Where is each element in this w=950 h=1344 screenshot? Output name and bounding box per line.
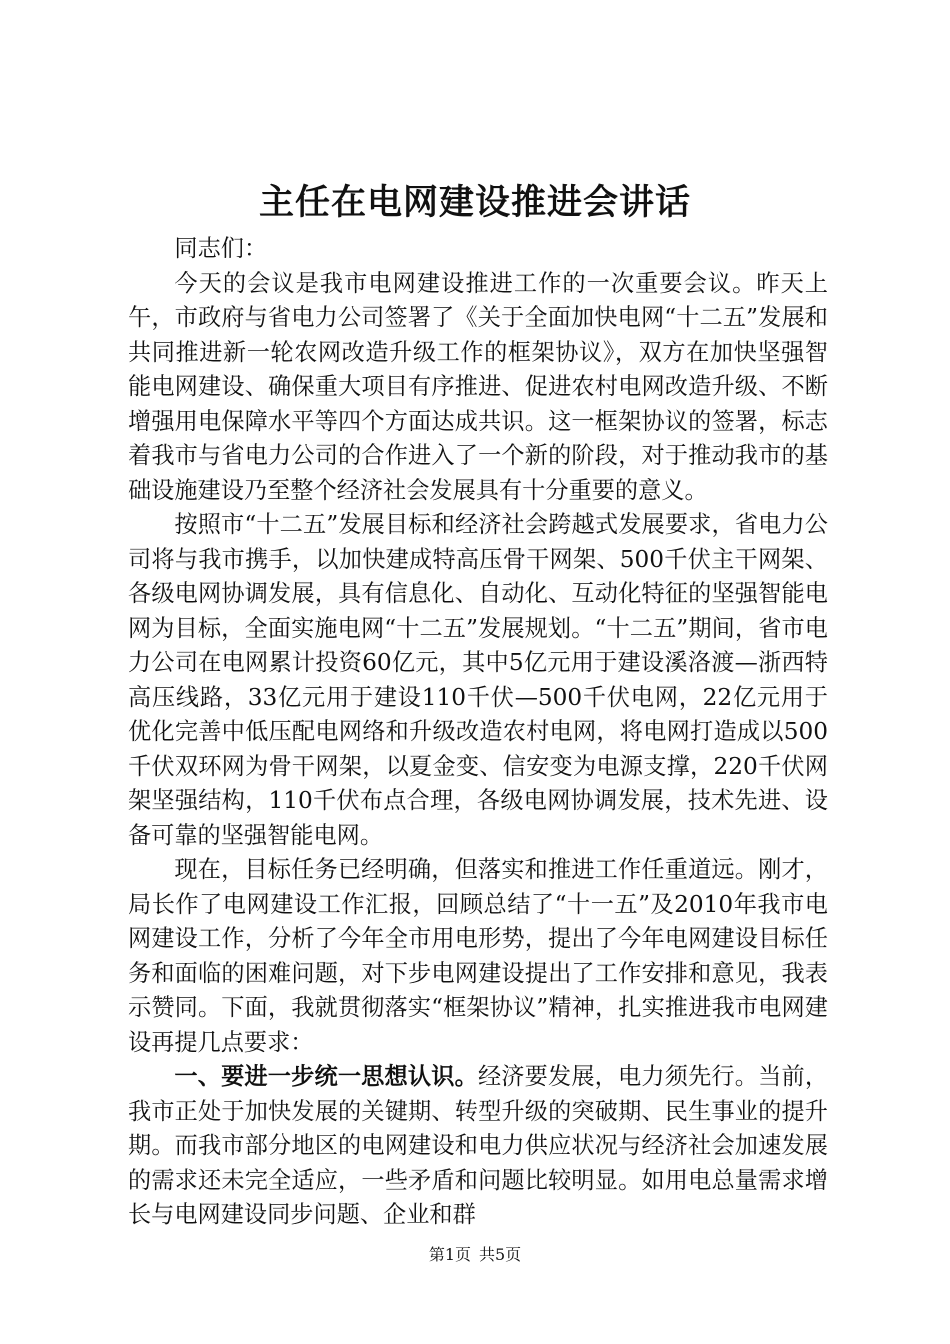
page-total: 共5页 [479,1245,522,1264]
salutation: 同志们： [174,235,268,262]
page-number: 第1页 [428,1245,471,1264]
section-1-paragraph [128,1060,828,1233]
paragraph-2: 按照市“十二五”发展目标和经济社会跨越式发展要求，省电力公司将与我市携手，以加快建成特高压骨干网架、500千伏主干网架、各级电网协调发展，具有信息化、自动化、互动化特征的坚强智能电网为目标，全面实施电网“十二五”发展规划。“十二五”期间，省市电力公司在电网累计投资60亿元，其中5亿元用于建设溪洛渡—浙西特高压线路，33亿元用于建设110千伏—500千伏电网，22亿元用于优化完善中低压配电网络和升级改造农村电网，将电网打造成以500千伏双环网为骨干网架，以夏金变、信安变为电源支撑，220千伏网架坚强结构，110千伏布点合理，各级电网协调发展，技术先进、设备可靠的坚强智能电网。 [128,511,828,849]
page-footer [0,1245,950,1265]
paragraph-1: 今天的会议是我市电网建设推进工作的一次重要会议。昨天上午，市政府与省电力公司签署了《关于全面加快电网“十二五”发展和共同推进新一轮农网改造升级工作的框架协议》，双方在加快坚强智能电网建设、确保重大项目有序推进、促进农村电网改造升级、不断增强用电保障水平等四个方面达成共识。这一框架协议的签署，标志着我市与省电力公司的合作进入了一个新的阶段，对于推动我市的基础设施建设乃至整个经济社会发展具有十分重要的意义。 [128,269,828,504]
section-1-heading: 一、要进一步统一思想认识。 [174,1063,478,1090]
document-title: 主任在电网建设推进会讲话 [258,182,691,223]
section-1-text: 经济要发展，电力须先行。当前，我市正处于加快发展的关键期、转型升级的突破期、民生事业的提升期。而我市部分地区的电网建设和电力供应状况与经济社会加速发展的需求还未完全适应，一些矛盾和问题比较明显。如用电总量需求增长与电网建设同步问题、企业和群 [128,1063,829,1228]
document-body [128,232,828,1233]
paragraph-3: 现在，目标任务已经明确，但落实和推进工作任重道远。刚才，局长作了电网建设工作汇报，回顾总结了“十一五”及2010年我市电网建设工作，分析了今年全市用电形势，提出了今年电网建设目标任务和面临的困难问题，对下步电网建设提出了工作安排和意见，我表示赞同。下面，我就贯彻落实“框架协议”精神，扎实推进我市电网建设再提几点要求： [128,856,828,1056]
